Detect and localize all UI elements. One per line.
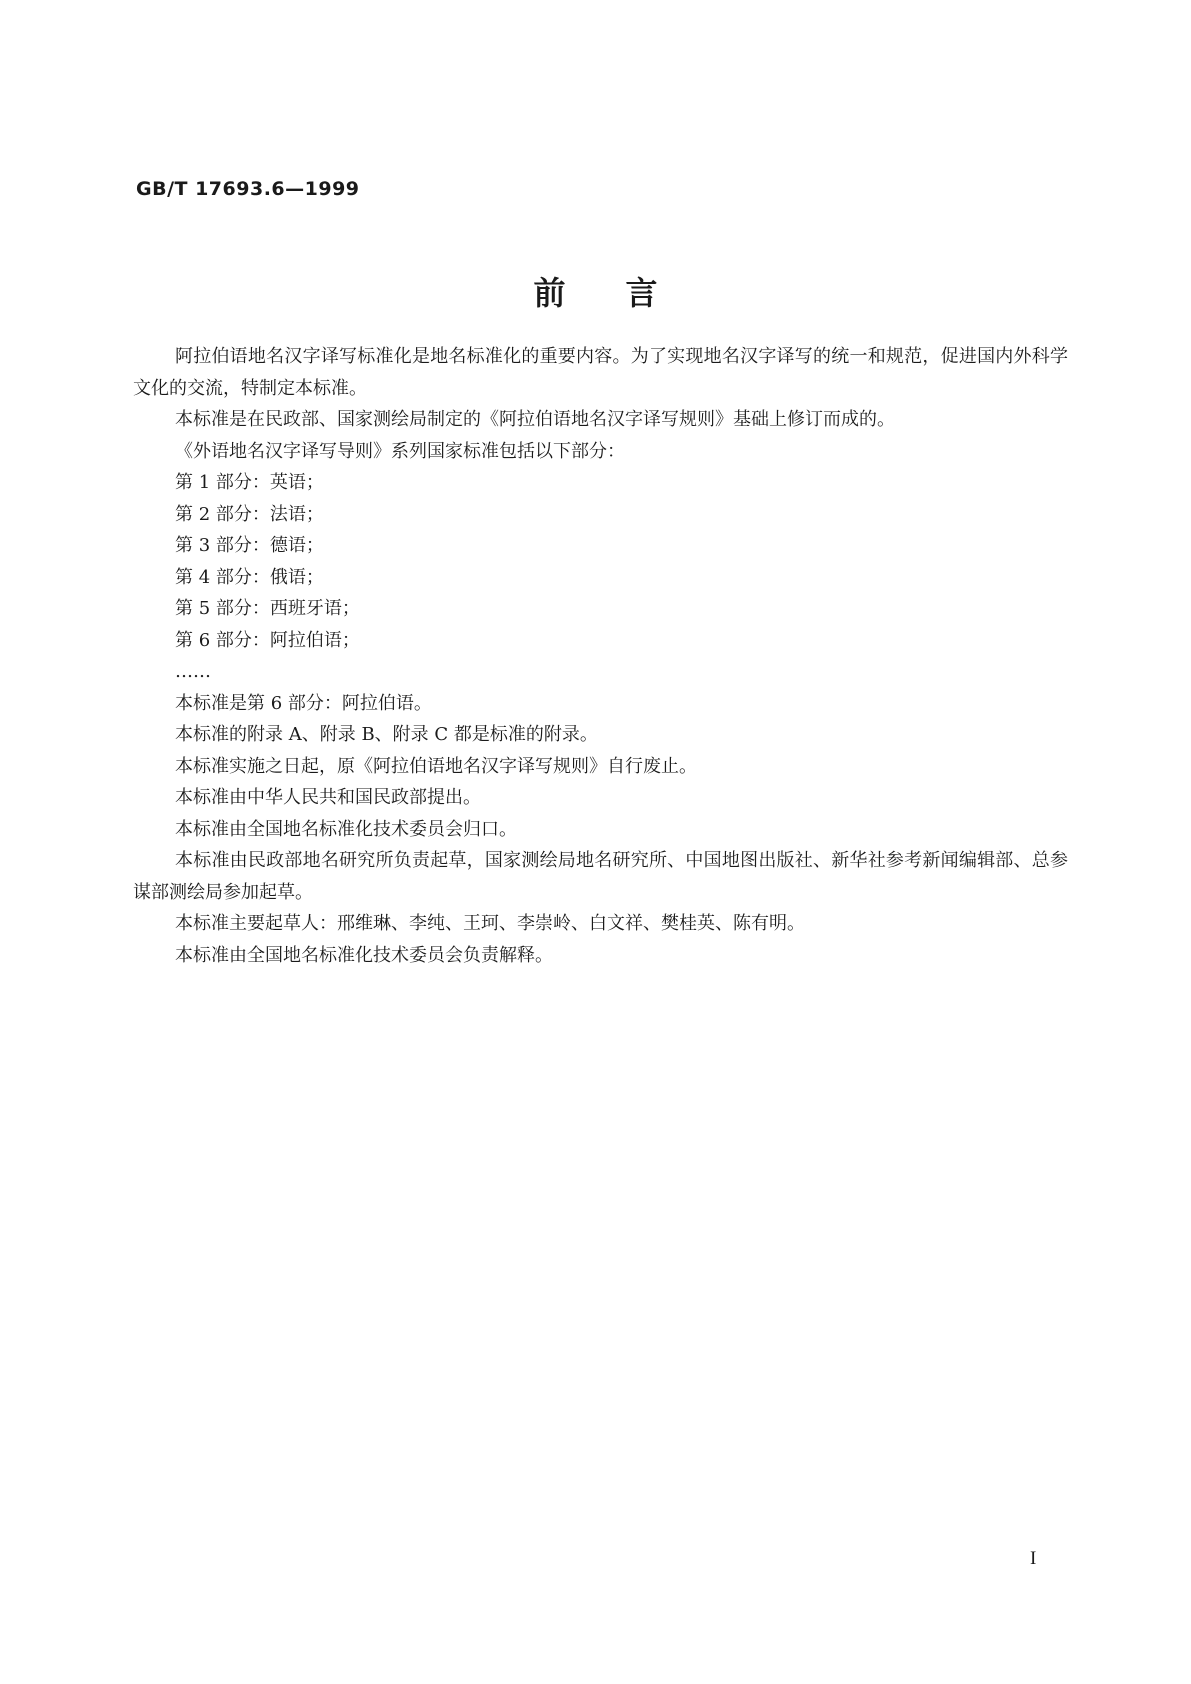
list-item-part-4: 第 4 部分：俄语； xyxy=(175,566,324,588)
list-item-part-3: 第 3 部分：德语； xyxy=(175,535,324,556)
list-item-part-2: 第 2 部分：法语； xyxy=(175,503,324,525)
paragraph-interpretation: 本标准由全国地名标准化技术委员会负责解释。 xyxy=(175,944,553,966)
list-item-part-1: 第 1 部分：英语； xyxy=(175,472,324,493)
list-item-part-5: 第 5 部分：西班牙语； xyxy=(175,598,360,619)
list-item-part-6: 第 6 部分：阿拉伯语； xyxy=(175,629,360,651)
paragraph-basis: 本标准是在民政部、国家测绘局制定的《阿拉伯语地名汉字译写规则》基础上修订而成的。 xyxy=(175,409,895,430)
standard-code: GB/T 17693.6—1999 xyxy=(136,178,360,200)
paragraph-drafters: 本标准主要起草人：邢维琳、李纯、王珂、李崇岭、白文祥、樊桂英、陈有明。 xyxy=(175,913,805,934)
paragraph-purpose: 阿拉伯语地名汉字译写标准化是地名标准化的重要内容。为了实现地名汉字译写的统一和规范，促进国内外科学文化的交流，特制定本标准。 xyxy=(133,346,1068,399)
paragraph-proposed-by: 本标准由中华人民共和国民政部提出。 xyxy=(175,787,481,808)
page-number: I xyxy=(1030,1548,1037,1569)
paragraph-supersedes: 本标准实施之日起，原《阿拉伯语地名汉字译写规则》自行废止。 xyxy=(175,755,697,777)
paragraph-this-part: 本标准是第 6 部分：阿拉伯语。 xyxy=(175,692,432,714)
paragraph-technical-committee: 本标准由全国地名标准化技术委员会归口。 xyxy=(175,818,517,840)
paragraph-series-intro: 《外语地名汉字译写导则》系列国家标准包括以下部分： xyxy=(175,440,625,462)
page-title: 前言 xyxy=(533,274,718,312)
paragraph-drafting-units: 本标准由民政部地名研究所负责起草，国家测绘局地名研究所、中国地图出版社、新华社参考新闻编辑部、总参谋部测绘局参加起草。 xyxy=(133,850,1068,903)
paragraph-annexes: 本标准的附录 A、附录 B、附录 C 都是标准的附录。 xyxy=(175,724,598,745)
foreword-body xyxy=(133,341,1068,971)
list-ellipsis: …… xyxy=(175,661,211,682)
